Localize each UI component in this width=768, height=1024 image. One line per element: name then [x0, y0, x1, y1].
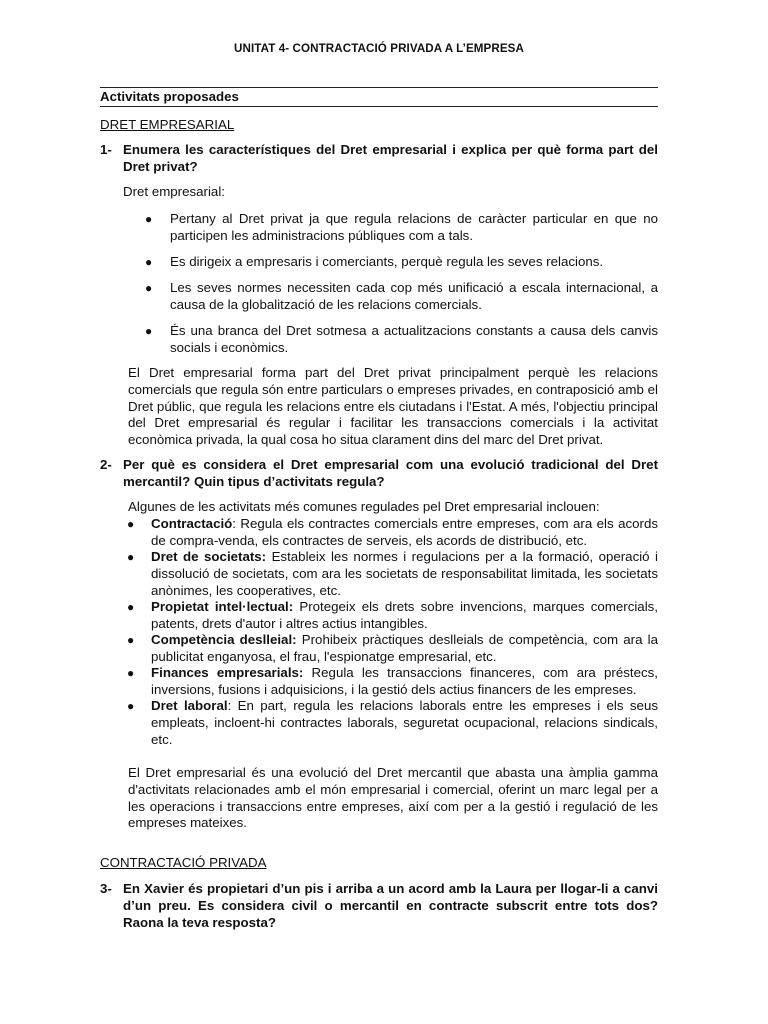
list-item-text: : Regula els contractes comercials entre empreses, com ara els acords de compra-venda, els contractes de serveis, els acords de distribució, etc.: [151, 516, 658, 548]
list-item-text: Pertany al Dret privat ja que regula relacions de caràcter particular en que no participen les administracions públiques com a tals.: [170, 211, 658, 243]
list-item: [145, 254, 658, 271]
list-item-text: Estableix les normes i regulacions per a la formació, operació i dissolució de societats, com ara les societats de responsabilitat limitada, les societats anònimes, les cooperatives, etc.: [151, 549, 658, 598]
answer-conclusion: El Dret empresarial és una evolució del Dret mercantil que abasta una àmplia gamma d'activitats relacionades amb el món empresarial i comercial, oferint un marc legal per a les operacions i transaccions entre empreses, així com per a la gestió i regulació de les empreses mateixes.: [128, 765, 658, 831]
answer-intro: Dret empresarial:: [123, 184, 225, 199]
question-text: En Xavier és propietari d’un pis i arriba a un acord amb la Laura per llogar-li a canvi d’un preu. Es considera civil o mercantil en contracte subscrit entre tots dos? Raona la teva resposta?: [123, 881, 658, 930]
question-text: Enumera les característiques del Dret empresarial i explica per què forma part del Dret privat?: [123, 142, 658, 174]
list-item: [145, 323, 658, 357]
list-item-term: Dret laboral: [151, 698, 228, 713]
top-rule: [100, 87, 658, 88]
question-number: 1-: [100, 142, 112, 157]
list-item: [127, 665, 658, 699]
question-3: [100, 881, 658, 931]
list-item-text: Protegeix els drets sobre invencions, marques comercials, patents, drets d'autor i altres actius intangibles.: [151, 599, 658, 631]
bullet-icon: ●: [145, 281, 153, 295]
list-item: [145, 280, 658, 314]
bullet-icon: ●: [145, 324, 153, 338]
answer-conclusion: El Dret empresarial forma part del Dret privat principalment perquè les relacions comercials que regula són entre particulars o empreses privades, en contraposició amb el Dret públic, que regula les relacions entre els ciutadans i l'Estat. A més, l'objectiu principal del Dret empresarial és regular i facilitar les transaccions comercials i la activitat econòmica privada, la qual cosa ho situa clarament dins del marc del Dret privat.: [128, 365, 658, 448]
list-item-text: Les seves normes necessiten cada cop més unificació a escala internacional, a causa de la globalització de les relacions comercials.: [170, 280, 658, 312]
subsection-contractacio-privada: CONTRACTACIÓ PRIVADA: [100, 855, 267, 870]
question-number: 2-: [100, 457, 112, 472]
list-item: [127, 599, 658, 633]
question-number: 3-: [100, 881, 112, 896]
bullet-icon: ●: [145, 255, 153, 269]
answer-intro: Algunes de les activitats més comunes regulades pel Dret empresarial inclouen:: [128, 499, 600, 514]
bullet-icon: ●: [127, 517, 135, 531]
list-item: [127, 698, 658, 748]
list-item-term: Finances empresarials:: [151, 665, 304, 680]
list-item: [127, 516, 658, 550]
bullet-icon: ●: [127, 633, 135, 647]
list-item: [145, 211, 658, 245]
bullet-icon: ●: [145, 212, 153, 226]
list-item-text: : En part, regula les relacions laborals entre les empreses i els seus empleats, incloent-hi contractes laborals, seguretat ocupacional, relacions sindicals, etc.: [151, 698, 658, 747]
bullet-icon: ●: [127, 600, 135, 614]
list-item-term: Competència deslleial:: [151, 632, 297, 647]
list-item-term: Propietat intel·lectual:: [151, 599, 294, 614]
list-item-term: Contractació: [151, 516, 233, 531]
question-text: Per què es considera el Dret empresarial com una evolució tradicional del Dret mercantil? Quin tipus d’activitats regula?: [123, 457, 658, 489]
list-item-text: Regula les transaccions financeres, com ara préstecs, inversions, fusions i adquisicions, i la gestió dels actius financers de les empreses.: [151, 665, 658, 697]
question-2: [100, 457, 658, 491]
list-item-text: És una branca del Dret sotmesa a actualitzacions constants a causa dels canvis socials i econòmics.: [170, 323, 658, 355]
bullet-icon: ●: [127, 699, 135, 713]
bottom-rule: [100, 106, 658, 107]
bullet-icon: ●: [127, 550, 135, 564]
bullet-icon: ●: [127, 666, 135, 680]
list-item-term: Dret de societats:: [151, 549, 267, 564]
document-title: UNITAT 4- CONTRACTACIÓ PRIVADA A L’EMPRESA: [234, 42, 524, 55]
subsection-dret-empresarial: DRET EMPRESARIAL: [100, 117, 235, 132]
list-item-text: Prohibeix pràctiques deslleials de competència, com ara la publicitat enganyosa, el frau, l'espionatge empresarial, etc.: [151, 632, 658, 664]
list-item: [127, 632, 658, 666]
list-item-text: Es dirigeix a empresaris i comerciants, perquè regula les seves relacions.: [170, 254, 604, 269]
question-1: [100, 142, 658, 176]
section-heading: Activitats proposades: [100, 89, 239, 104]
list-item: [127, 549, 658, 599]
